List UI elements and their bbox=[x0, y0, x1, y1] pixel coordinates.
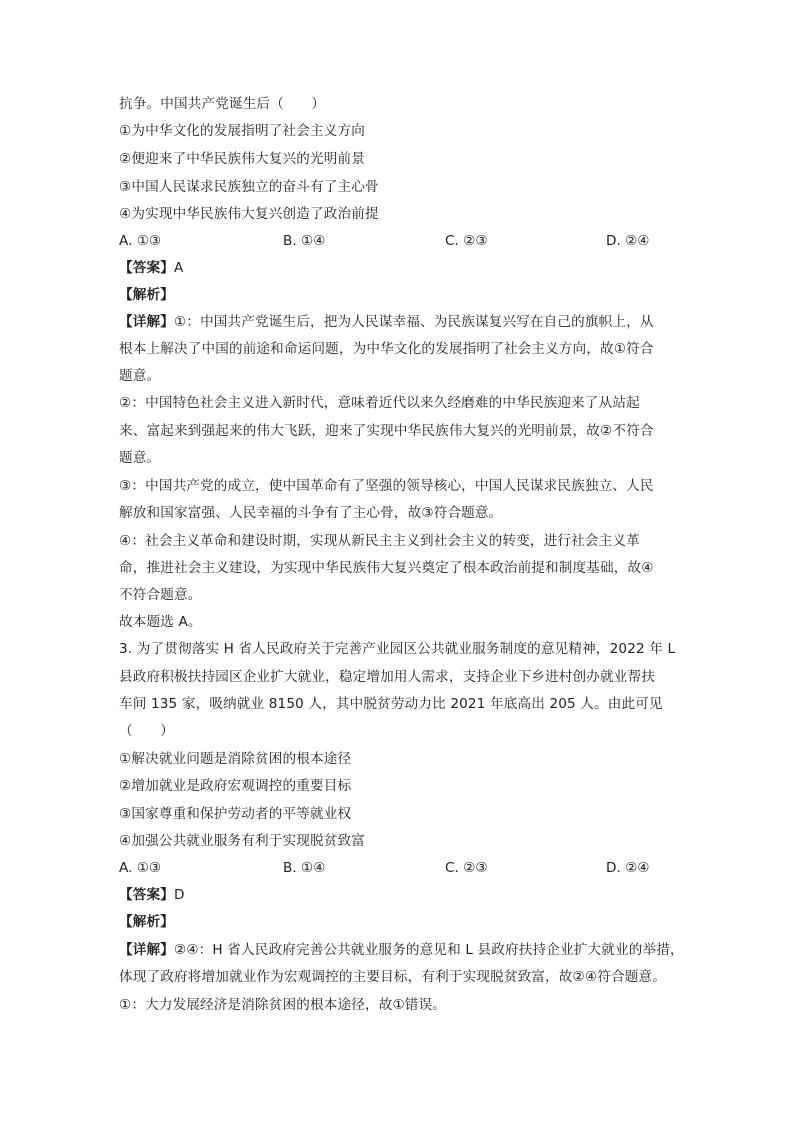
detail-tag: 【详解】 bbox=[119, 314, 174, 330]
option-a: A. ①③ bbox=[119, 233, 162, 249]
option-c: C. ②③ bbox=[445, 233, 488, 249]
option-c: C. ②③ bbox=[445, 860, 488, 876]
choice-item: ①解决就业问题是消除贫困的根本途径 bbox=[119, 751, 352, 767]
option-d: D. ②④ bbox=[606, 233, 650, 249]
question-stem: 县政府积极扶持园区企业扩大就业，稳定增加用人需求，支持企业下乡进村创办就业帮扶 bbox=[119, 669, 656, 685]
detail-line: ②：中国特色社会主义进入新时代，意味着近代以来久经磨难的中华民族迎来了从站起 bbox=[119, 395, 640, 411]
answer-line bbox=[119, 886, 185, 904]
option-a: A. ①③ bbox=[119, 860, 162, 876]
choice-item: ③国家尊重和保护劳动者的平等就业权 bbox=[119, 806, 352, 822]
detail-line: 题意。 bbox=[119, 450, 161, 466]
detail-line: 解放和国家富强、人民幸福的斗争有了主心骨，故③符合题意。 bbox=[119, 505, 503, 521]
answer-value: D bbox=[173, 887, 185, 903]
detail-tag: 【详解】 bbox=[119, 942, 174, 958]
question-stem-tail: 抗争。中国共产党诞生后（ ） bbox=[119, 96, 326, 112]
detail-line: 不符合题意。 bbox=[119, 587, 202, 603]
detail-line: 根本上解决了中国的前途和命运问题，为中华文化的发展指明了社会主义方向，故①符合 bbox=[119, 341, 654, 357]
option-b: B. ①④ bbox=[283, 860, 326, 876]
option-b: B. ①④ bbox=[283, 233, 326, 249]
answer-value: A bbox=[173, 260, 184, 276]
detail-line: 来、富起来到强起来的伟大飞跃，迎来了实现中华民族伟大复兴的光明前景，故②不符合 bbox=[119, 423, 654, 439]
detail-line: 【详解】①：中国共产党诞生后，把为人民谋幸福、为民族谋复兴写在自己的旗帜上，从 bbox=[119, 314, 654, 330]
choice-item: ④为实现中华民族伟大复兴创造了政治前提 bbox=[119, 206, 379, 222]
detail-line: ④：社会主义革命和建设时期，实现从新民主主义到社会主义的转变，进行社会主义革 bbox=[119, 533, 640, 549]
detail-line: 故本题选 A。 bbox=[119, 614, 202, 630]
choice-item: ④加强公共就业服务有利于实现脱贫致富 bbox=[119, 833, 365, 849]
analysis-tag: 【解析】 bbox=[119, 287, 174, 303]
detail-line: ③：中国共产党的成立，使中国革命有了坚强的领导核心，中国人民谋求民族独立、人民 bbox=[119, 478, 654, 494]
analysis-tag: 【解析】 bbox=[119, 914, 174, 930]
choice-item: ②便迎来了中华民族伟大复兴的光明前景 bbox=[119, 151, 365, 167]
answer-blank: （ ） bbox=[119, 723, 174, 739]
answer-tag: 【答案】 bbox=[119, 260, 174, 276]
option-d: D. ②④ bbox=[606, 860, 650, 876]
detail-line: ①：大力发展经济是消除贫困的根本途径，故①错误。 bbox=[119, 997, 447, 1013]
detail-line: 命，推进社会主义建设，为实现中华民族伟大复兴奠定了根本政治前提和制度基础，故④ bbox=[119, 560, 654, 576]
detail-line: 题意。 bbox=[119, 368, 161, 384]
choice-item: ①为中华文化的发展指明了社会主义方向 bbox=[119, 123, 365, 139]
answer-line bbox=[119, 259, 183, 277]
question-stem: 3. 为了贯彻落实 H 省人民政府关于完善产业园区公共就业服务制度的意见精神，2022 年 L bbox=[119, 641, 676, 657]
question-stem: 车间 135 家，吸纳就业 8150 人，其中脱贫劳动力比 2021 年底高出 205 人。由此可见 bbox=[119, 696, 663, 712]
choice-item: ③中国人民谋求民族独立的奋斗有了主心骨 bbox=[119, 179, 379, 195]
detail-line: 体现了政府将增加就业作为宏观调控的主要目标，有利于实现脱贫致富，故②④符合题意。 bbox=[119, 969, 666, 985]
choice-item: ②增加就业是政府宏观调控的重要目标 bbox=[119, 778, 352, 794]
answer-tag: 【答案】 bbox=[119, 887, 174, 903]
detail-line: 【详解】②④：H 省人民政府完善公共就业服务的意见和 L 县政府扶持企业扩大就业的举措， bbox=[119, 942, 684, 958]
